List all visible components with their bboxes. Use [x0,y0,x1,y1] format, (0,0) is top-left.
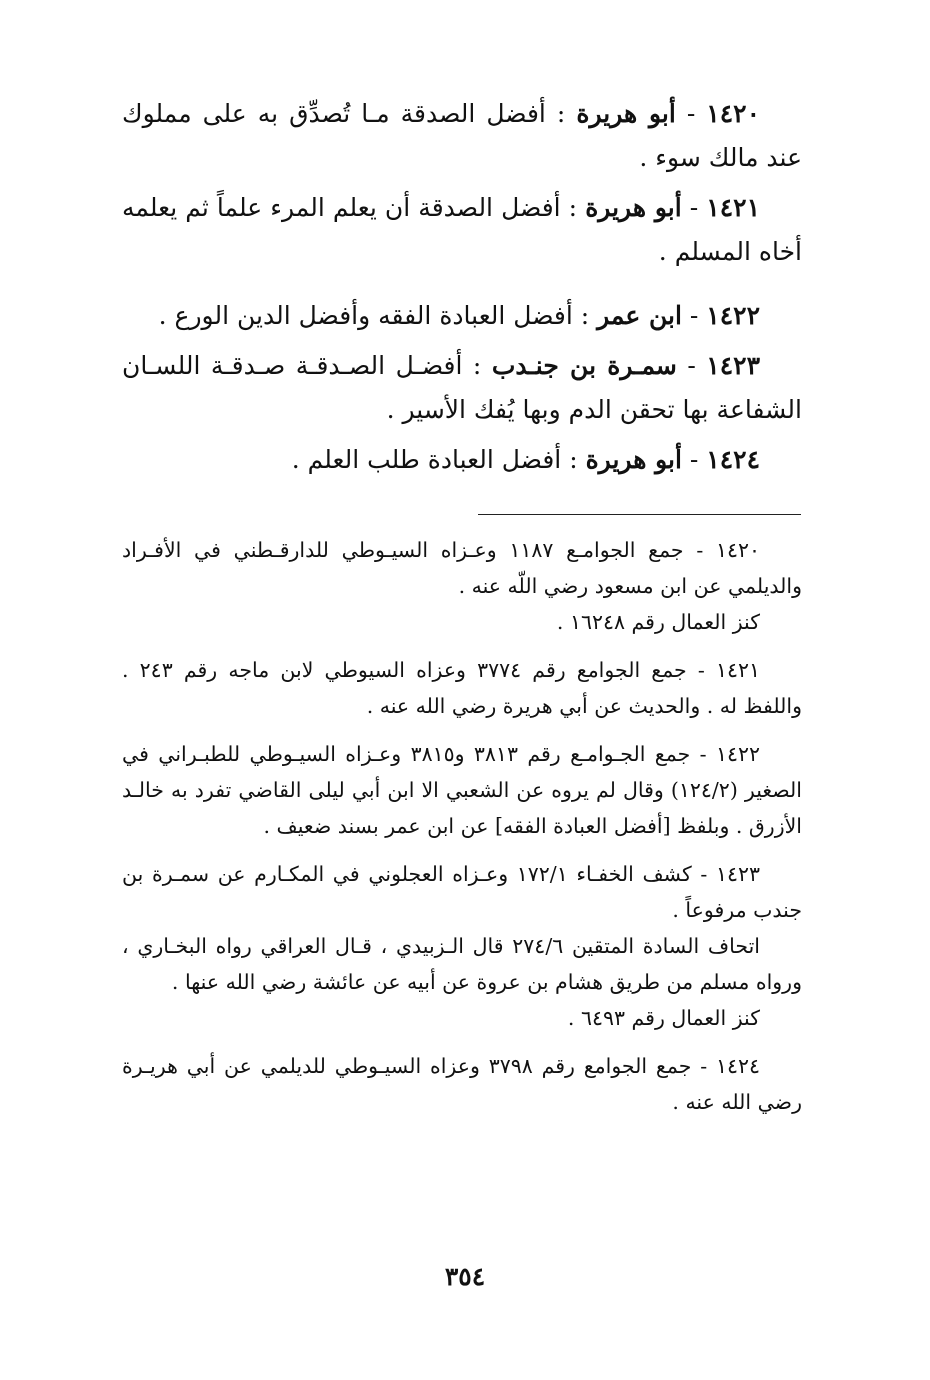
hadith-entry: ١٤٢٣ - سمـرة بن جنـدب : أفضـل الصـدقـة صـدقـة اللسـان الشفاعة بها تحقن الدم وبها يُفك الأسير . [122,351,802,424]
hadith-number: ١٤٢٣ [706,351,761,380]
hadith-narrator: أبو هريرة [576,99,676,128]
footnote-reference: كنز العمال رقم ١٦٢٤٨ . [556,610,760,634]
footnote-text: جمع الجوامـع ١١٨٧ وعـزاه السيـوطي للدارقـطني في الأفـراد والديلمي عن ابن مسعود رضي اللّه عنه . [122,538,802,598]
footnote-reference: كنز العمال رقم ٦٤٩٣ . [567,1006,760,1030]
hadith-narrator: أبو هريرة [585,445,682,474]
hadith-entry: ١٤٢٤ - أبو هريرة : أفضل العبادة طلب العلم . [291,445,760,474]
footnote-divider [478,514,801,515]
hadith-number: ١٤٢٢ [706,301,760,330]
hadith-narrator: أبو هريرة [585,193,682,222]
footnote-number: ١٤٢٢ [715,742,760,766]
footnote: ١٤٢٣ - كشف الخفـاء ١٧٢/١ وعـزاه العجلوني في المكـارم عن سمـرة بن جندب مرفوعاً . اتحاف السادة المتقين ٢٧٤/٦ قال الـزبيدي ، قـال العراقي رواه البخـاري ، ورواه مسلم من طريق هشام بن عروة عن أبيه عن عائشة رضي الله عنها . كنز العمال رقم ٦٤٩٣ . [122,856,802,1036]
footnote-number: ١٤٢٠ [715,538,760,562]
footnotes [122,532,802,1132]
footnote-number: ١٤٢٣ [715,862,760,886]
footnote-text: جمع الجـوامـع رقم ٣٨١٣ و٣٨١٥ وعـزاه السيـوطي للطبـراني في الصغير (١٢٤/٢) وقال لم يروه عن الشعبي الا ابن أبي ليلى القاضي تفرد به خالـد الأزرق . وبلفظ [أفضل العبادة الفقه] عن ابن عمر بسند ضعيف . [122,742,802,838]
hadith-text: أفضل الصدقة أن يعلم المرء علماً ثم يعلمه أخاه المسلم . [122,193,802,266]
footnote-text: كشف الخفـاء ١٧٢/١ وعـزاه العجلوني في المكـارم عن سمـرة بن جندب مرفوعاً . [122,862,802,922]
hadith-number: ١٤٢١ [706,193,760,222]
hadith-text: أفضل العبادة الفقه وأفضل الدين الورع . [158,301,573,330]
footnote-reference: اتحاف السادة المتقين ٢٧٤/٦ قال الـزبيدي ، قـال العراقي رواه البخـاري ، ورواه مسلم من طريق هشام بن عروة عن أبيه عن عائشة رضي الله عنها . [122,934,802,994]
hadith-number: ١٤٢٤ [706,445,760,474]
hadith-entry: ١٤٢١ - أبو هريرة : أفضل الصدقة أن يعلم المرء علماً ثم يعلمه أخاه المسلم . [122,193,802,266]
footnote-text: جمع الجوامع رقم ٣٧٩٨ وعزاه السيـوطي للديلمي عن أبي هريـرة رضي الله عنه . [122,1054,802,1114]
hadith-text: أفضل الصدقة مـا تُصدِّق به على مملوك عند مالك سوء . [122,99,802,172]
footnote: ١٤٢١ - جمع الجوامع رقم ٣٧٧٤ وعزاه السيوطي لابن ماجه رقم ٢٤٣ . واللفظ له . والحديث عن أبي هريرة رضي الله عنه . [122,658,802,718]
hadith-narrator: سمـرة بن جنـدب [491,351,677,380]
hadith-number: ١٤٢٠ [706,99,761,128]
hadith-entry: ١٤٢٠ - أبو هريرة : أفضل الصدقة مـا تُصدِّق به على مملوك عند مالك سوء . [122,99,802,172]
footnote: ١٤٢٢ - جمع الجـوامـع رقم ٣٨١٣ و٣٨١٥ وعـزاه السيـوطي للطبـراني في الصغير (١٢٤/٢) وقال لم يروه عن الشعبي الا ابن أبي ليلى القاضي تفرد به خالـد الأزرق . وبلفظ [أفضل العبادة الفقه] عن ابن عمر بسند ضعيف . [122,742,802,838]
footnote-number: ١٤٢١ [715,658,760,682]
footnote-number: ١٤٢٤ [715,1054,761,1078]
footnote: ١٤٢٠ - جمع الجوامـع ١١٨٧ وعـزاه السيـوطي للدارقـطني في الأفـراد والديلمي عن ابن مسعود رضي اللّه عنه . كنز العمال رقم ١٦٢٤٨ . [122,532,802,640]
hadith-entry: ١٤٢٢ - ابن عمر : أفضل العبادة الفقه وأفضل الدين الورع . [158,301,760,330]
hadith-text: أفضـل الصـدقـة صـدقـة اللسـان الشفاعة بها تحقن الدم وبها يُفك الأسير . [122,351,802,424]
footnote-text: جمع الجوامع رقم ٣٧٧٤ وعزاه السيوطي لابن ماجه رقم ٢٤٣ . واللفظ له . والحديث عن أبي هريرة رضي الله عنه . [122,658,802,718]
page-number: ٣٥٤ [444,1262,486,1291]
hadith-text: أفضل العبادة طلب العلم . [291,445,562,474]
hadith-narrator: ابن عمر [597,301,682,330]
footnote: ١٤٢٤ - جمع الجوامع رقم ٣٧٩٨ وعزاه السيـوطي للديلمي عن أبي هريـرة رضي الله عنه . [122,1054,802,1114]
hadith-list [122,92,802,488]
